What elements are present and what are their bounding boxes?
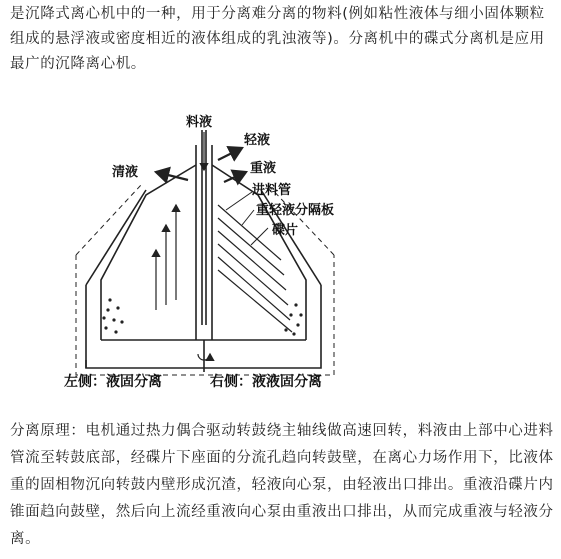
label-disc: 碟片 xyxy=(272,223,299,238)
caption-left: 左侧：液固分离 xyxy=(64,374,162,390)
label-feed-pipe: 进料管 xyxy=(252,183,292,198)
label-light-liquid: 轻液 xyxy=(244,133,271,148)
label-separator-plate: 重轻液分隔板 xyxy=(256,203,335,218)
intro-paragraph: 是沉降式离心机中的一种，用于分离难分离的物料(例如粘性液体与细小固体颗粒组成的悬浮液或密度相近的液体组成的乳浊液等)。分离机中的碟式分离机是应用最广的沉降离心机。 xyxy=(10,6,545,72)
label-heavy-liquid: 重液 xyxy=(250,161,277,176)
label-feed: 料液 xyxy=(186,115,213,130)
caption-right: 右侧：液液固分离 xyxy=(210,374,322,390)
diagram-svg xyxy=(46,110,364,396)
label-clear-liquid: 清液 xyxy=(112,165,139,180)
disc-separator-diagram xyxy=(46,110,364,396)
principle-paragraph: 分离原理：电机通过热力偶合驱动转鼓绕主轴线做高速回转，料液由上部中心进料管流至转鼓底部，经碟片下座面的分流孔趋向转鼓壁，在离心力场作用下，比液体重的固相物沉向转鼓内壁形成沉渣，轻液向心泵，由轻液出口排出。重液沿碟片内锥面趋向鼓壁，然后向上流经重液向心泵由重液出口排出，从而完成重液与轻液分离。 xyxy=(10,423,554,547)
light-liquid-arrow xyxy=(218,148,242,160)
left-flow-arrows xyxy=(156,205,176,310)
